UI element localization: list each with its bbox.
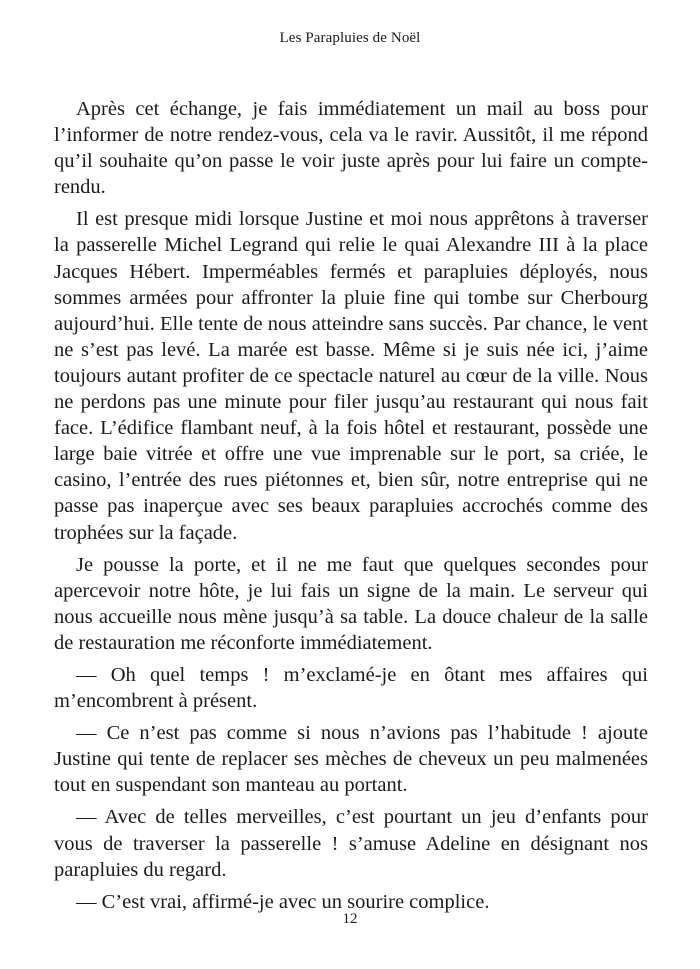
dialogue-line-1: — Oh quel temps ! m’exclamé-je en ôtant mes affaires qui m’encombrent à présent. — [54, 663, 648, 713]
dialogue-line-3: — Avec de telles merveilles, c’est pourtant un jeu d’enfants pour vous de traverser la passerelle ! s’amuse Adeline en désignant nos parapluies du regard. — [54, 806, 648, 881]
paragraph-1: Après cet échange, je fais immédiatement un mail au boss pour l’informer de notre rendez-vous, cela va le ravir. Aussitôt, il me répond qu’il souhaite qu’on passe le voir juste après pour lui faire un compte-rendu. — [54, 98, 648, 199]
running-header: Les Parapluies de Noël — [279, 30, 421, 46]
page-number: 12 — [342, 911, 358, 927]
paragraph-3: Je pousse la porte, et il ne me faut que quelques secondes pour apercevoir notre hôte, je lui fais un signe de la main. Le serveur qui nous accueille nous mène jusqu’à sa table. La douce chaleur de la salle de restauration me réconforte immédiatement. — [54, 553, 648, 654]
dialogue-line-4: — C’est vrai, affirmé-je avec un sourire complice. — [76, 890, 490, 913]
paragraph-2: Il est presque midi lorsque Justine et moi nous apprêtons à traverser la passerelle Michel Legrand qui relie le quai Alexandre III à la place Jacques Hébert. Imperméables fermés et parapluies déployés, nous sommes armées pour affronter la pluie fine qui tombe sur Cherbourg aujourd’hui. Elle tente de nous atteindre sans succès. Par chance, le vent ne s’est pas levé. La marée est basse. Même si je suis née ici, j’aime toujours autant profiter de ce spectacle naturel au cœur de la ville. Nous ne perdons pas une minute pour filer jusqu’au restaurant qui nous fait face. L’édifice flambant neuf, à la fois hôtel et restaurant, possède une large baie vitrée et offre une vue imprenable sur le port, sa criée, le casino, l’entrée des rues piétonnes et, bien sûr, notre entreprise qui ne passe pas inaperçue avec ses beaux parapluies accrochés comme des trophées sur la façade. — [54, 208, 648, 544]
body-text — [54, 96, 648, 921]
dialogue-line-2: — Ce n’est pas comme si nous n’avions pas l’habitude ! ajoute Justine qui tente de replacer ses mèches de cheveux un peu malmenées tout en suspendant son manteau au portant. — [54, 722, 648, 797]
